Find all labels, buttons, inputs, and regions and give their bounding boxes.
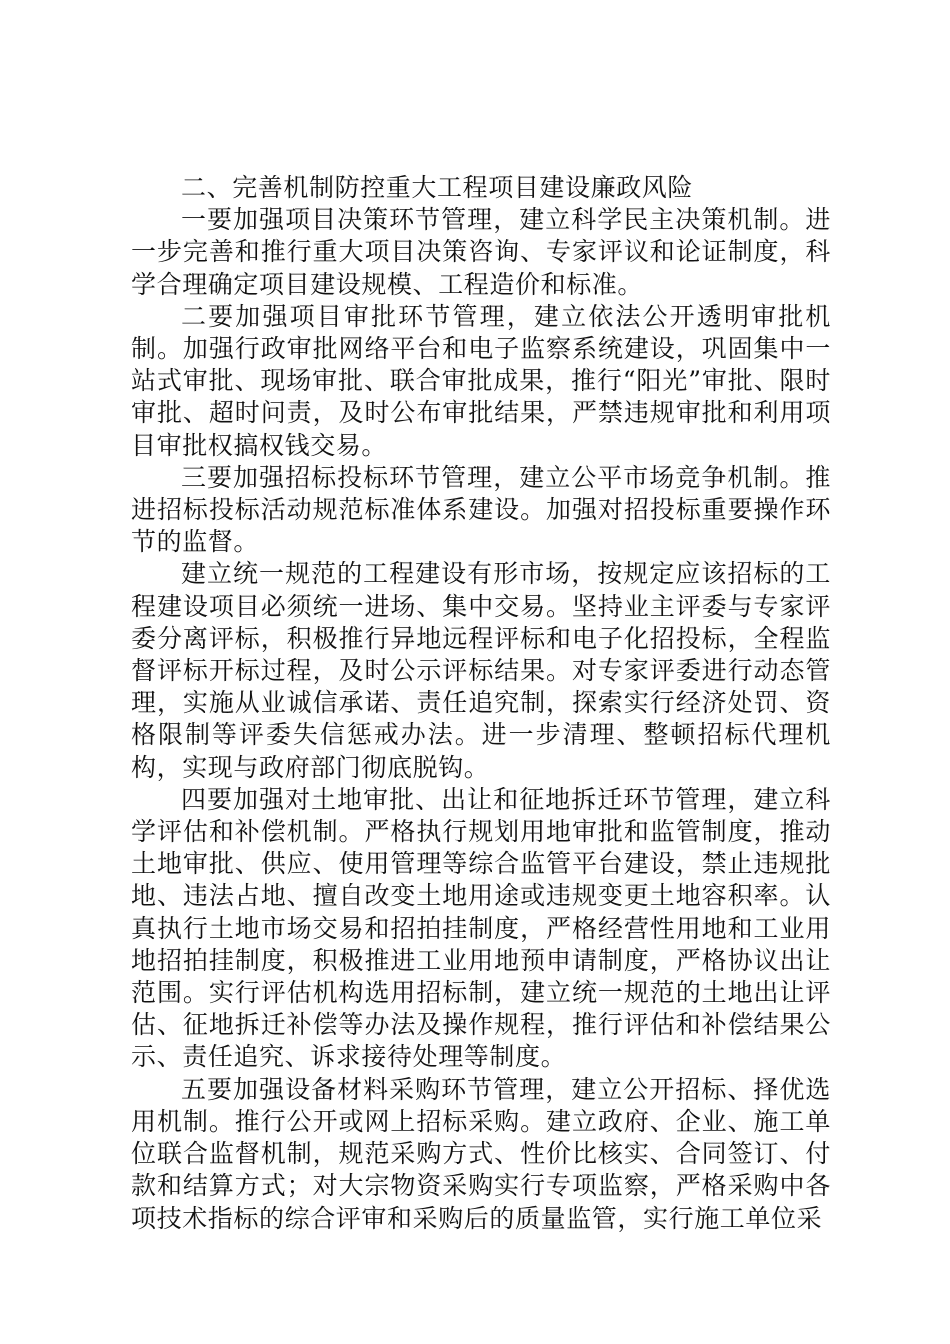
paragraph-1: 一要加强项目决策环节管理，建立科学民主决策机制。进一步完善和推行重大项目决策咨询、专家评议和论证制度，科学合理确定项目建设规模、工程造价和标准。 bbox=[131, 205, 831, 299]
paragraph-6: 五要加强设备材料采购环节管理，建立公开招标、择优选用机制。推行公开或网上招标采购。建立政府、企业、施工单位联合监督机制，规范采购方式、性价比核实、合同签订、付款和结算方式；对大宗物资采购实行专项监察，严格采购中各项技术指标的综合评审和采购后的质量监管，实行施工单位采 bbox=[131, 1074, 831, 1233]
document-body bbox=[131, 172, 831, 1235]
paragraph-4: 建立统一规范的工程建设有形市场，按规定应该招标的工程建设项目必须统一进场、集中交易。坚持业主评委与专家评委分离评标，积极推行异地远程评标和电子化招投标，全程监督评标开标过程，及时公示评标结果。对专家评委进行动态管理，实施从业诚信承诺、责任追究制，探索实行经济处罚、资格限制等评委失信惩戒办法。进一步清理、整顿招标代理机构，实现与政府部门彻底脱钩。 bbox=[131, 559, 831, 782]
paragraph-2: 二要加强项目审批环节管理，建立依法公开透明审批机制。加强行政审批网络平台和电子监察系统建设，巩固集中一站式审批、现场审批、联合审批成果，推行“阳光”审批、限时审批、超时问责，及时公布审批结果，严禁违规审批和利用项目审批权搞权钱交易。 bbox=[131, 301, 831, 460]
section-heading: 二、完善机制防控重大工程项目建设廉政风险 bbox=[181, 173, 694, 202]
paragraph-5: 四要加强对土地审批、出让和征地拆迁环节管理，建立科学评估和补偿机制。严格执行规划用地审批和监管制度，推动土地审批、供应、使用管理等综合监管平台建设，禁止违规批地、违法占地、擅自改变土地用途或违规变更土地容积率。认真执行土地市场交易和招拍挂制度，严格经营性用地和工业用地招拍挂制度，积极推进工业用地预申请制度，严格协议出让范围。实行评估机构选用招标制，建立统一规范的土地出让评估、征地拆迁补偿等办法及操作规程，推行评估和补偿结果公示、责任追究、诉求接待处理等制度。 bbox=[131, 784, 831, 1072]
paragraph-3: 三要加强招标投标环节管理，建立公平市场竞争机制。推进招标投标活动规范标准体系建设。加强对招投标重要操作环节的监督。 bbox=[131, 462, 831, 557]
